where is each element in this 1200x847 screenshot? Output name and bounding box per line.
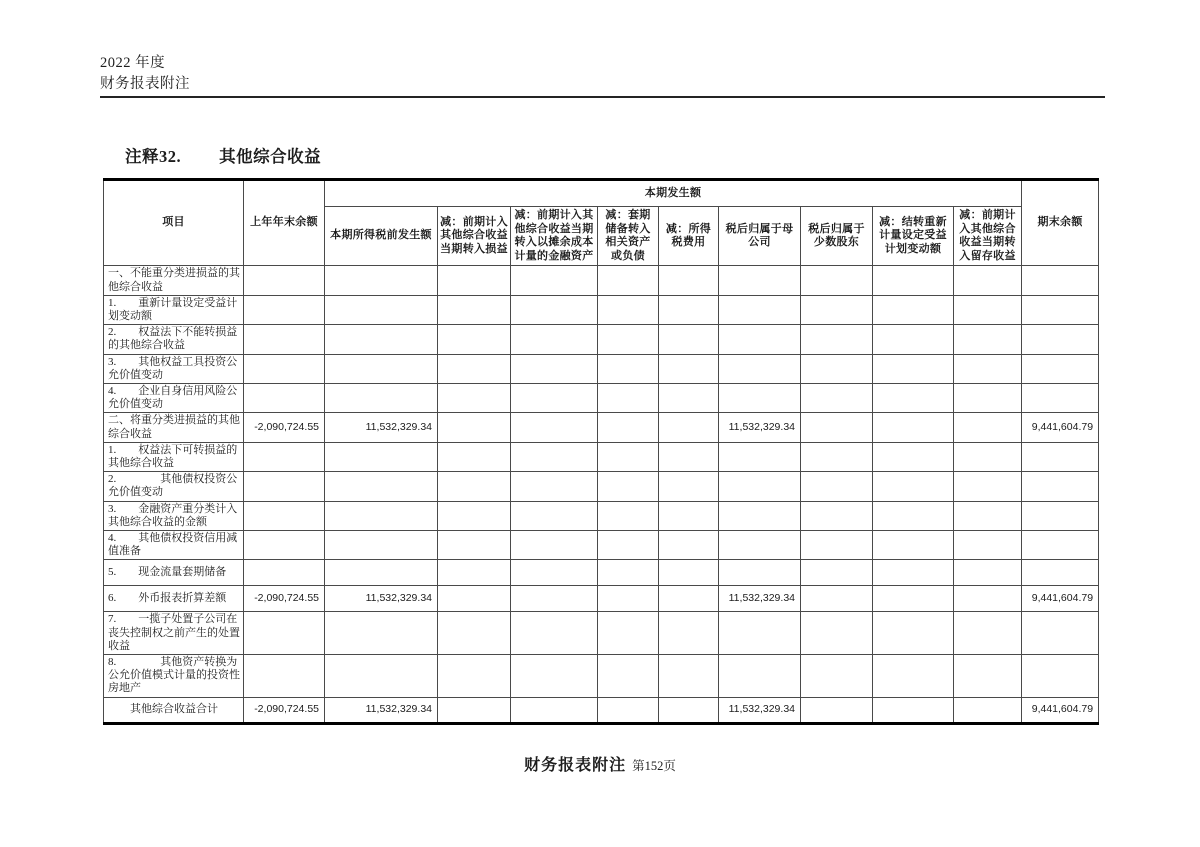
value-cell <box>598 295 659 324</box>
value-cell <box>873 384 954 413</box>
table-row <box>104 472 1099 501</box>
value-cell <box>598 655 659 698</box>
value-cell: 9,441,604.79 <box>1022 697 1099 723</box>
value-cell <box>244 384 325 413</box>
value-cell <box>598 413 659 442</box>
value-cell <box>954 384 1022 413</box>
note-title <box>125 143 321 167</box>
value-cell <box>659 413 719 442</box>
sub-column-header-less-retained-earnings: 减：前期计入其他综合收益当期转入留存收益 <box>954 207 1022 266</box>
value-cell <box>438 384 511 413</box>
row-label: 4. 其他债权投资信用减值准备 <box>104 531 244 560</box>
value-cell <box>598 531 659 560</box>
value-cell <box>511 413 598 442</box>
value-cell <box>511 295 598 324</box>
sub-column-header-less-transfer-pl: 减：前期计入其他综合收益当期转入损益 <box>438 207 511 266</box>
value-cell <box>244 612 325 655</box>
value-cell <box>598 384 659 413</box>
note-name: 其他综合收益 <box>219 147 322 166</box>
value-cell <box>954 295 1022 324</box>
value-cell <box>598 266 659 295</box>
value-cell <box>438 354 511 383</box>
period-group-header: 本期发生额 <box>325 180 1022 207</box>
value-cell <box>659 266 719 295</box>
value-cell <box>511 560 598 586</box>
row-label: 一、不能重分类进损益的其他综合收益 <box>104 266 244 295</box>
value-cell <box>801 266 873 295</box>
value-cell <box>244 531 325 560</box>
value-cell <box>719 442 801 471</box>
value-cell <box>719 384 801 413</box>
value-cell <box>438 413 511 442</box>
value-cell <box>325 560 438 586</box>
row-label: 7. 一揽子处置子公司在丧失控制权之前产生的处置收益 <box>104 612 244 655</box>
value-cell <box>1022 655 1099 698</box>
value-cell <box>801 560 873 586</box>
row-label: 其他综合收益合计 <box>104 697 244 723</box>
table-row <box>104 442 1099 471</box>
value-cell <box>598 697 659 723</box>
value-cell <box>511 325 598 354</box>
value-cell <box>325 354 438 383</box>
value-cell: 11,532,329.34 <box>325 413 438 442</box>
value-cell <box>659 586 719 612</box>
value-cell <box>801 295 873 324</box>
value-cell <box>801 442 873 471</box>
value-cell <box>244 560 325 586</box>
prev-balance-column-header: 上年年末余额 <box>244 180 325 266</box>
value-cell <box>1022 354 1099 383</box>
value-cell <box>244 472 325 501</box>
footer-page-number: 第152页 <box>632 759 676 773</box>
value-cell: 11,532,329.34 <box>719 413 801 442</box>
value-cell <box>873 354 954 383</box>
footer-title: 财务报表附注 <box>524 757 627 774</box>
value-cell <box>873 560 954 586</box>
value-cell <box>719 354 801 383</box>
value-cell <box>511 384 598 413</box>
row-label: 2. 权益法下不能转损益的其他综合收益 <box>104 325 244 354</box>
value-cell <box>511 354 598 383</box>
table-row <box>104 560 1099 586</box>
value-cell <box>659 560 719 586</box>
value-cell <box>438 531 511 560</box>
value-cell <box>598 586 659 612</box>
sub-column-header-less-hedge-reserve: 减：套期储备转入相关资产或负债 <box>598 207 659 266</box>
row-label: 3. 其他权益工具投资公允价值变动 <box>104 354 244 383</box>
value-cell <box>954 501 1022 530</box>
value-cell <box>873 655 954 698</box>
value-cell <box>801 325 873 354</box>
value-cell <box>954 560 1022 586</box>
table-row <box>104 655 1099 698</box>
table-row <box>104 531 1099 560</box>
value-cell <box>511 697 598 723</box>
value-cell <box>873 501 954 530</box>
value-cell <box>598 501 659 530</box>
value-cell <box>325 531 438 560</box>
value-cell <box>438 266 511 295</box>
value-cell <box>873 295 954 324</box>
sub-column-header-less-remeasure-carryover: 减：结转重新计量设定受益计划变动额 <box>873 207 954 266</box>
value-cell <box>511 586 598 612</box>
item-column-header: 项目 <box>104 180 244 266</box>
value-cell <box>873 413 954 442</box>
value-cell <box>659 354 719 383</box>
oci-table <box>103 178 1099 725</box>
value-cell <box>325 501 438 530</box>
value-cell <box>1022 531 1099 560</box>
sub-column-header-less-transfer-amortized: 减：前期计入其他综合收益当期转入以摊余成本计量的金融资产 <box>511 207 598 266</box>
value-cell <box>801 501 873 530</box>
value-cell <box>511 531 598 560</box>
value-cell <box>719 325 801 354</box>
value-cell <box>954 325 1022 354</box>
value-cell <box>438 501 511 530</box>
value-cell <box>954 354 1022 383</box>
value-cell <box>659 442 719 471</box>
row-label: 8. 其他资产转换为公允价值模式计量的投资性房地产 <box>104 655 244 698</box>
value-cell <box>954 442 1022 471</box>
value-cell <box>801 531 873 560</box>
value-cell <box>719 655 801 698</box>
value-cell <box>325 472 438 501</box>
value-cell <box>1022 501 1099 530</box>
value-cell <box>438 655 511 698</box>
value-cell <box>954 413 1022 442</box>
value-cell <box>954 472 1022 501</box>
header-group-row <box>104 180 1099 207</box>
value-cell <box>719 612 801 655</box>
value-cell <box>1022 472 1099 501</box>
table-row <box>104 384 1099 413</box>
table-row <box>104 612 1099 655</box>
value-cell <box>244 325 325 354</box>
value-cell <box>659 384 719 413</box>
value-cell <box>438 472 511 501</box>
value-cell <box>1022 612 1099 655</box>
table-header <box>104 180 1099 266</box>
value-cell <box>511 612 598 655</box>
value-cell <box>719 531 801 560</box>
value-cell <box>598 325 659 354</box>
value-cell <box>438 697 511 723</box>
value-cell <box>1022 442 1099 471</box>
value-cell <box>325 266 438 295</box>
value-cell: 11,532,329.34 <box>325 586 438 612</box>
sub-column-header-less-income-tax: 减：所得税费用 <box>659 207 719 266</box>
value-cell <box>1022 325 1099 354</box>
value-cell <box>873 697 954 723</box>
value-cell <box>873 531 954 560</box>
value-cell <box>598 472 659 501</box>
value-cell <box>801 354 873 383</box>
value-cell <box>801 384 873 413</box>
sub-column-header-pretax: 本期所得税前发生额 <box>325 207 438 266</box>
value-cell <box>325 325 438 354</box>
value-cell <box>719 501 801 530</box>
report-year: 2022 年度 <box>100 55 166 71</box>
value-cell <box>325 442 438 471</box>
value-cell <box>659 325 719 354</box>
value-cell <box>801 697 873 723</box>
row-label: 5. 现金流量套期储备 <box>104 560 244 586</box>
row-label: 1. 权益法下可转损益的其他综合收益 <box>104 442 244 471</box>
value-cell <box>244 501 325 530</box>
table-row <box>104 413 1099 442</box>
value-cell <box>873 442 954 471</box>
value-cell <box>244 266 325 295</box>
value-cell <box>719 472 801 501</box>
value-cell <box>801 586 873 612</box>
value-cell <box>511 266 598 295</box>
value-cell <box>801 655 873 698</box>
value-cell: 11,532,329.34 <box>719 697 801 723</box>
table-row <box>104 325 1099 354</box>
value-cell <box>511 472 598 501</box>
value-cell <box>659 531 719 560</box>
page-footer <box>0 752 1200 775</box>
value-cell <box>659 295 719 324</box>
value-cell <box>438 295 511 324</box>
value-cell <box>325 295 438 324</box>
value-cell <box>325 384 438 413</box>
value-cell: -2,090,724.55 <box>244 413 325 442</box>
value-cell <box>438 586 511 612</box>
page-header <box>100 53 190 95</box>
value-cell <box>873 325 954 354</box>
value-cell <box>438 442 511 471</box>
value-cell: 9,441,604.79 <box>1022 413 1099 442</box>
table-row <box>104 586 1099 612</box>
value-cell <box>244 655 325 698</box>
value-cell <box>873 586 954 612</box>
value-cell <box>954 531 1022 560</box>
value-cell: 11,532,329.34 <box>719 586 801 612</box>
table-row <box>104 266 1099 295</box>
table-row <box>104 697 1099 723</box>
value-cell <box>954 586 1022 612</box>
value-cell <box>954 266 1022 295</box>
value-cell <box>438 325 511 354</box>
value-cell <box>954 655 1022 698</box>
value-cell <box>244 354 325 383</box>
value-cell <box>873 472 954 501</box>
value-cell <box>719 295 801 324</box>
value-cell <box>1022 295 1099 324</box>
sub-column-header-parent-after-tax: 税后归属于母公司 <box>719 207 801 266</box>
header-divider <box>100 96 1105 98</box>
value-cell <box>511 501 598 530</box>
value-cell <box>801 413 873 442</box>
row-label: 二、将重分类进损益的其他综合收益 <box>104 413 244 442</box>
value-cell <box>1022 384 1099 413</box>
value-cell <box>325 655 438 698</box>
value-cell <box>511 442 598 471</box>
value-cell <box>1022 266 1099 295</box>
value-cell <box>325 612 438 655</box>
value-cell <box>1022 560 1099 586</box>
row-label: 6. 外币报表折算差额 <box>104 586 244 612</box>
value-cell <box>244 442 325 471</box>
value-cell <box>511 655 598 698</box>
value-cell <box>719 266 801 295</box>
table-body <box>104 266 1099 723</box>
row-label: 1. 重新计量设定受益计划变动额 <box>104 295 244 324</box>
report-title: 财务报表附注 <box>100 76 190 92</box>
value-cell <box>244 295 325 324</box>
value-cell <box>659 501 719 530</box>
value-cell <box>801 612 873 655</box>
value-cell <box>598 442 659 471</box>
value-cell <box>659 612 719 655</box>
value-cell <box>438 612 511 655</box>
value-cell <box>598 354 659 383</box>
value-cell <box>873 266 954 295</box>
value-cell: 9,441,604.79 <box>1022 586 1099 612</box>
value-cell <box>719 560 801 586</box>
value-cell <box>659 697 719 723</box>
value-cell <box>598 560 659 586</box>
table-row <box>104 354 1099 383</box>
value-cell <box>659 472 719 501</box>
note-number: 注释32. <box>125 147 182 166</box>
table-row <box>104 501 1099 530</box>
row-label: 2. 其他债权投资公允价值变动 <box>104 472 244 501</box>
value-cell <box>954 612 1022 655</box>
value-cell <box>801 472 873 501</box>
end-balance-column-header: 期末余额 <box>1022 180 1099 266</box>
sub-column-header-minority-after-tax: 税后归属于少数股东 <box>801 207 873 266</box>
table-row <box>104 295 1099 324</box>
value-cell: 11,532,329.34 <box>325 697 438 723</box>
value-cell <box>598 612 659 655</box>
value-cell <box>873 612 954 655</box>
value-cell: -2,090,724.55 <box>244 697 325 723</box>
value-cell <box>659 655 719 698</box>
row-label: 3. 金融资产重分类计入其他综合收益的金额 <box>104 501 244 530</box>
value-cell <box>438 560 511 586</box>
row-label: 4. 企业自身信用风险公允价值变动 <box>104 384 244 413</box>
value-cell <box>954 697 1022 723</box>
value-cell: -2,090,724.55 <box>244 586 325 612</box>
